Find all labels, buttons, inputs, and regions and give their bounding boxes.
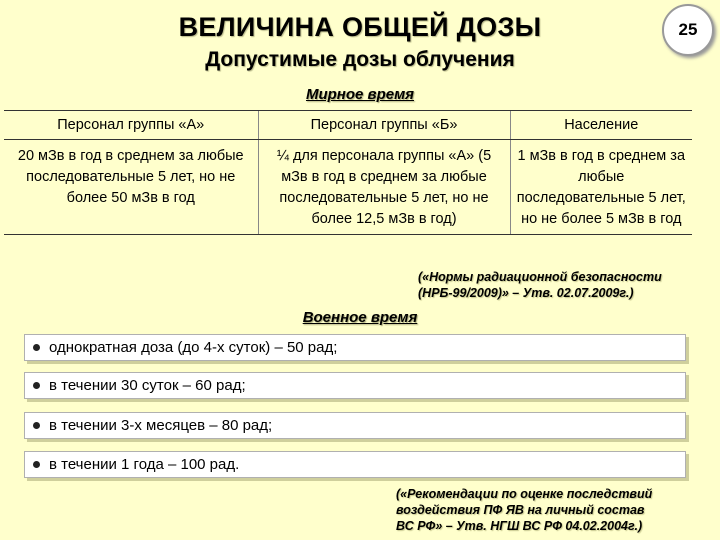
peacetime-citation (418, 269, 662, 301)
list-item (24, 334, 686, 361)
list-item (24, 451, 686, 478)
peacetime-heading: Мирное время (305, 86, 415, 103)
citation-line: («Рекомендации по оценке последствий (396, 487, 653, 501)
table-row (4, 140, 692, 235)
peacetime-dose-table (4, 110, 692, 235)
cell-group-a-limit: 20 мЗв в год в среднем за любые последовательные 5 лет, но не более 50 мЗв в год (4, 140, 258, 235)
bullet-icon (33, 382, 40, 389)
citation-line: воздействия ПФ ЯВ на личный состав (396, 503, 645, 517)
column-header-group-a: Персонал группы «А» (4, 111, 258, 140)
bullet-icon (33, 461, 40, 468)
cell-population-limit: 1 мЗв в год в среднем за любые последовательные 5 лет, но не более 5 мЗв в год (510, 140, 692, 235)
table-header-row (4, 111, 692, 140)
column-header-group-b: Персонал группы «Б» (258, 111, 510, 140)
cell-group-b-limit: ¼ для персонала группы «А» (5 мЗв в год в среднем за любые последовательные 5 лет, но не более 12,5 мЗв в год) (258, 140, 510, 235)
list-item-text: однократная доза (до 4-х суток) – 50 рад; (49, 339, 338, 356)
wartime-heading: Военное время (302, 309, 418, 326)
list-item-text: в течении 3-х месяцев – 80 рад; (49, 417, 273, 434)
citation-line: (НРБ-99/2009)» – Утв. 02.07.2009г.) (418, 286, 634, 300)
bullet-icon (33, 344, 40, 351)
citation-line: («Нормы радиационной безопасности (418, 270, 662, 284)
citation-line: ВС РФ» – Утв. НГШ ВС РФ 04.02.2004г.) (396, 519, 643, 533)
list-item (24, 412, 686, 439)
list-item (24, 372, 686, 399)
column-header-population: Население (510, 111, 692, 140)
page-number: 25 (678, 20, 698, 39)
list-item-text: в течении 30 суток – 60 рад; (49, 377, 246, 394)
slide-subtitle: Допустимые дозы облучения (205, 48, 515, 71)
wartime-citation (396, 486, 652, 534)
list-item-text: в течении 1 года – 100 рад. (49, 456, 240, 473)
slide-title: ВЕЛИЧИНА ОБЩЕЙ ДОЗЫ (178, 12, 542, 42)
bullet-icon (33, 422, 40, 429)
